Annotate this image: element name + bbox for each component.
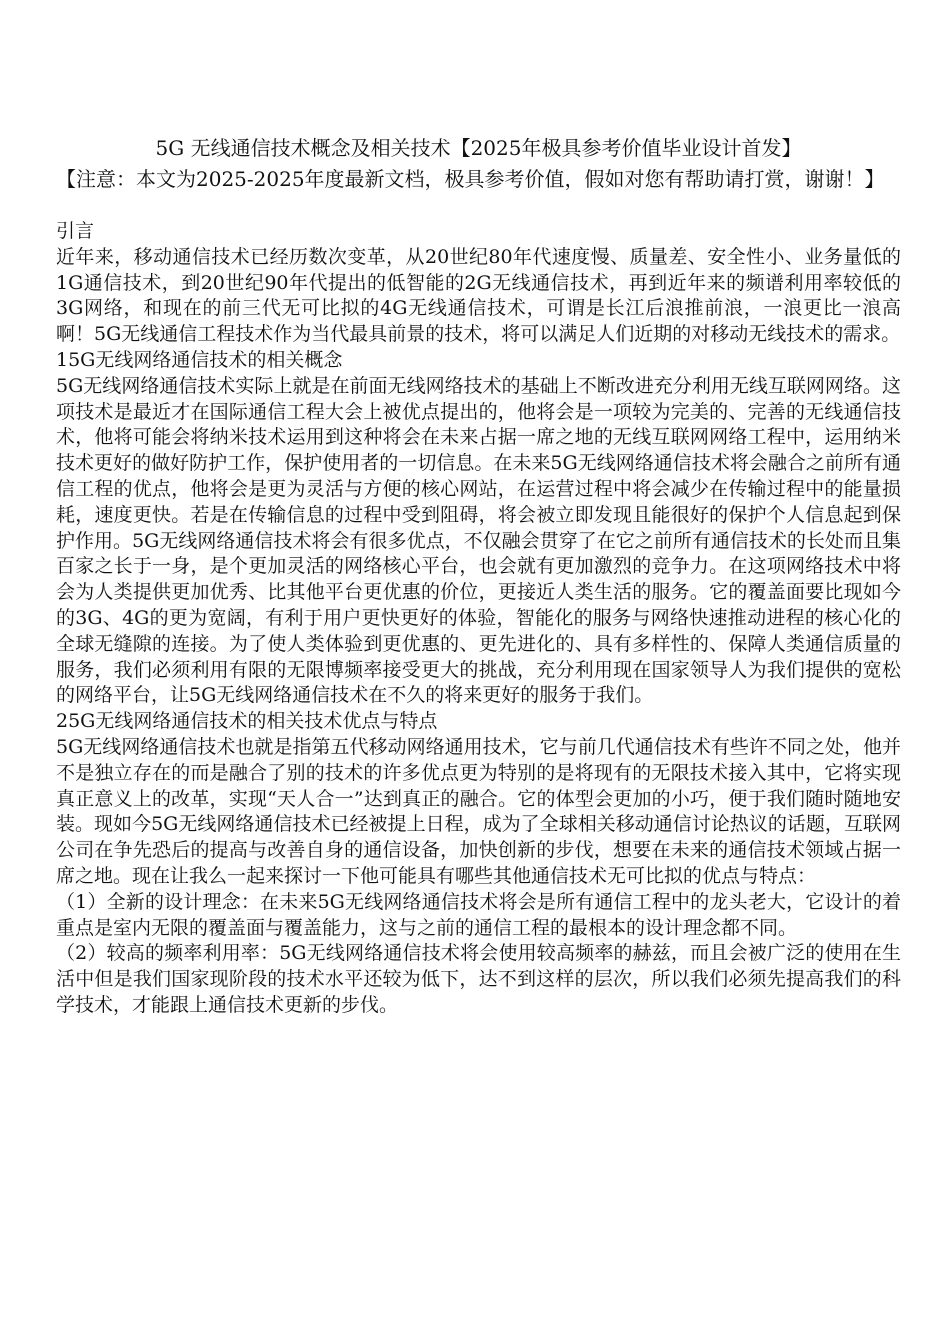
section-2-heading: 25G无线网络通信技术的相关技术优点与特点	[56, 710, 438, 733]
intro-heading: 引言	[56, 220, 95, 242]
list-item-2: （2）较高的频率利用率：5G无线网络通信技术将会使用较高频率的赫兹，而且会被广泛的使用在生活中但是我们国家现阶段的技术水平还较为低下，达不到这样的层次，所以我们必须先提高我们的科学技术，才能跟上通信技术更新的步伐。	[56, 942, 901, 1016]
document-page	[56, 134, 901, 1019]
section-2-paragraph: 5G无线网络通信技术也就是指第五代移动网络通用技术，它与前几代通信技术有些许不同之处，他并不是独立存在的而是融合了别的技术的许多优点更为特别的是将现有的无限技术接入其中，它将实现真正意义上的改革，实现“天人合一”达到真正的融合。它的体型会更加的小巧，便于我们随时随地安装。现如今5G无线网络通信技术已经被提上日程，成为了全球相关移动通信讨论热议的话题，互联网公司在争先恐后的提高与改善自身的通信设备，加快创新的步伐，想要在未来的通信技术领域占据一席之地。现在让我么一起来探讨一下他可能具有哪些其他通信技术无可比拟的优点与特点：	[56, 735, 901, 887]
section-1-paragraph: 5G无线网络通信技术实际上就是在前面无线网络技术的基础上不断改进充分利用无线互联网网络。这项技术是最近才在国际通信工程大会上被优点提出的，他将会是一项较为完美的、完善的无线通信技术，他将可能会将纳米技术运用到这种将会在未来占据一席之地的无线互联网网络工程中，运用纳米技术更好的做好防护工作，保护使用者的一切信息。在未来5G无线网络通信技术将会融合之前所有通信工程的优点，他将会是更为灵活与方便的核心网站，在运营过程中将会减少在传输过程中的能量损耗，速度更快。若是在传输信息的过程中受到阻碍，将会被立即发现且能很好的保护个人信息起到保护作用。5G无线网络通信技术将会有很多优点，不仅融会贯穿了在它之前所有通信技术的长处而且集百家之长于一身，是个更加灵活的网络核心平台，也会就有更加激烈的竞争力。在这项网络技术中将会为人类提供更加优秀、比其他平台更优惠的价位，更接近人类生活的服务。它的覆盖面要比现如今的3G、4G的更为宽阔，有利于用户更快更好的体验，智能化的服务与网络快速推动进程的核心化的全球无缝隙的连接。为了使人类体验到更优惠的、更先进化的、具有多样性的、保障人类通信质量的服务，我们必须利用有限的无限博频率接受更大的挑战，充分利用现在国家领导人为我们提供的宽松的网络平台，让5G无线网络通信技术在不久的将来更好的服务于我们。	[56, 374, 901, 707]
notice-text: 【注意：本文为2025-2025年度最新文档，极具参考价值，假如对您有帮助请打赏，谢谢！】	[56, 167, 885, 191]
intro-paragraph: 近年来，移动通信技术已经历数次变革，从20世纪80年代速度慢、质量差、安全性小、业务量低的1G通信技术，到20世纪90年代提出的低智能的2G无线通信技术，再到近年来的频谱利用率较低的3G网络，和现在的前三代无可比拟的4G无线通信技术，可谓是长江后浪推前浪，一浪更比一浪高啊！5G无线通信工程技术作为当代最具前景的技术，将可以满足人们近期的对移动无线技术的需求。	[56, 245, 901, 346]
document-title: 5G 无线通信技术概念及相关技术【2025年极具参考价值毕业设计首发】	[155, 136, 802, 160]
list-item-1: （1）全新的设计理念：在未来5G无线网络通信技术将会是所有通信工程中的龙头老大，它设计的着重点是室内无限的覆盖面与覆盖能力，这与之前的通信工程的最根本的设计理念都不同。	[56, 890, 901, 939]
section-1-heading: 15G无线网络通信技术的相关概念	[56, 348, 343, 371]
